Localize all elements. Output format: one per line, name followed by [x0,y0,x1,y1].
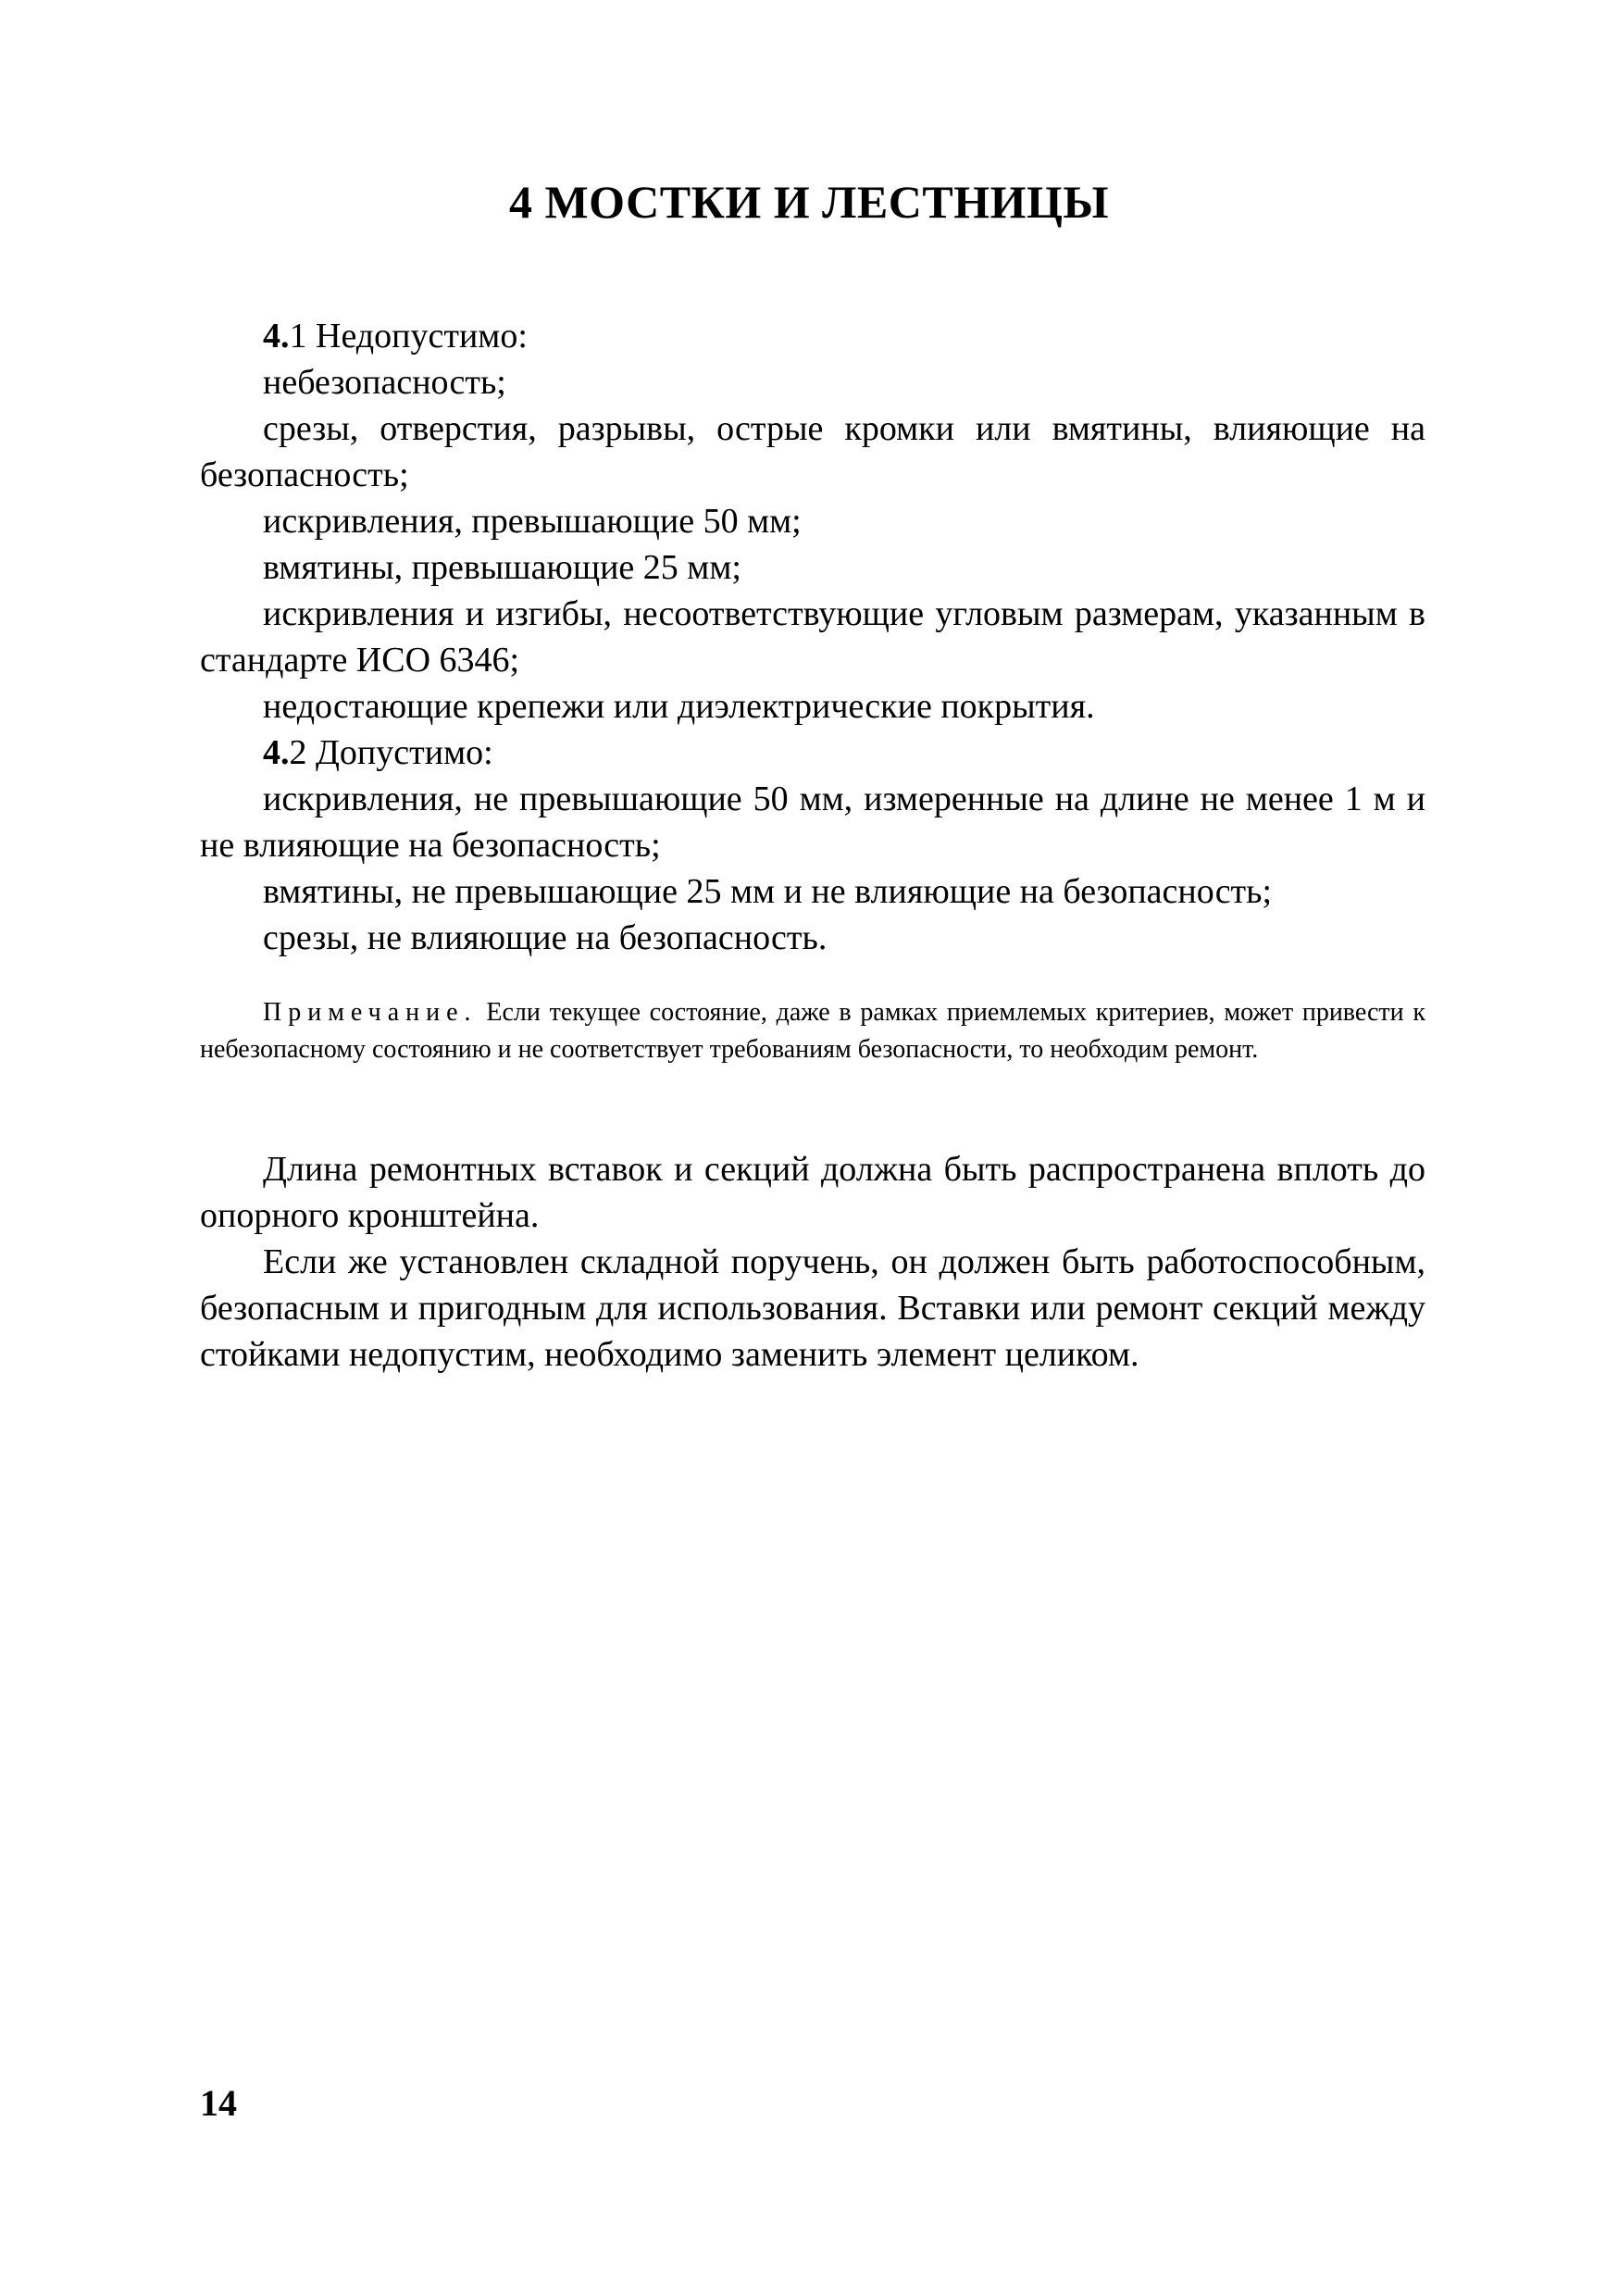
clause-number-major: 4. [263,317,290,356]
clause-label: Недопустимо: [316,317,528,356]
list-item: небезопасность; [263,363,506,402]
list-item: срезы, не влияющие на безопасность. [263,918,828,957]
list-item: искривления, не превышающие 50 мм, измеренные на длине не менее 1 м и не влияющие на безопасность; [200,780,1425,865]
clause-4-2-heading [200,730,1425,776]
list-item: срезы, отверстия, разрывы, острые кромки или вмятины, влияющие на безопасность; [200,409,1425,494]
list-item: вмятины, превышающие 25 мм; [263,548,741,587]
page-number: 14 [200,2082,237,2124]
section-heading: 4 МОСТКИ И ЛЕСТНИЦЫ [508,176,1110,228]
note-paragraph [200,994,1425,1068]
list-item: недостающие крепежи или диэлектрические покрытия. [263,687,1095,726]
list-item: вмятины, не превышающие 25 мм и не влияющие на безопасность; [263,872,1273,911]
paragraph: Если же установлен складной поручень, он должен быть работоспособным, безопасным и пригодным для использования. Вставки или ремонт секций между стойками недопустим, необходимо заменить элемент целиком. [200,1242,1425,1374]
clause-number-major: 4. [263,733,290,772]
clause-label: Допустимо: [316,733,493,772]
repair-paragraphs [200,1146,1425,1378]
list-item: искривления и изгибы, несоответствующие угловым размерам, указанным в стандарте ИСО 6346; [200,594,1425,680]
clause-number-minor: 1 [289,317,307,356]
clause-number-minor: 2 [289,733,307,772]
clause-4-1-heading [200,313,1425,359]
criteria-block [200,313,1425,961]
note-label: Примечание. [263,998,478,1027]
note-text: Если текущее состояние, даже в рамках приемлемых критериев, может привести к небезопасному состоянию и не соответствует требованиям безопасности, то необходим ремонт. [200,998,1426,1064]
paragraph: Длина ремонтных вставок и секций должна быть распространена вплоть до опорного кронштейна. [200,1150,1425,1235]
list-item: искривления, превышающие 50 мм; [263,502,802,541]
